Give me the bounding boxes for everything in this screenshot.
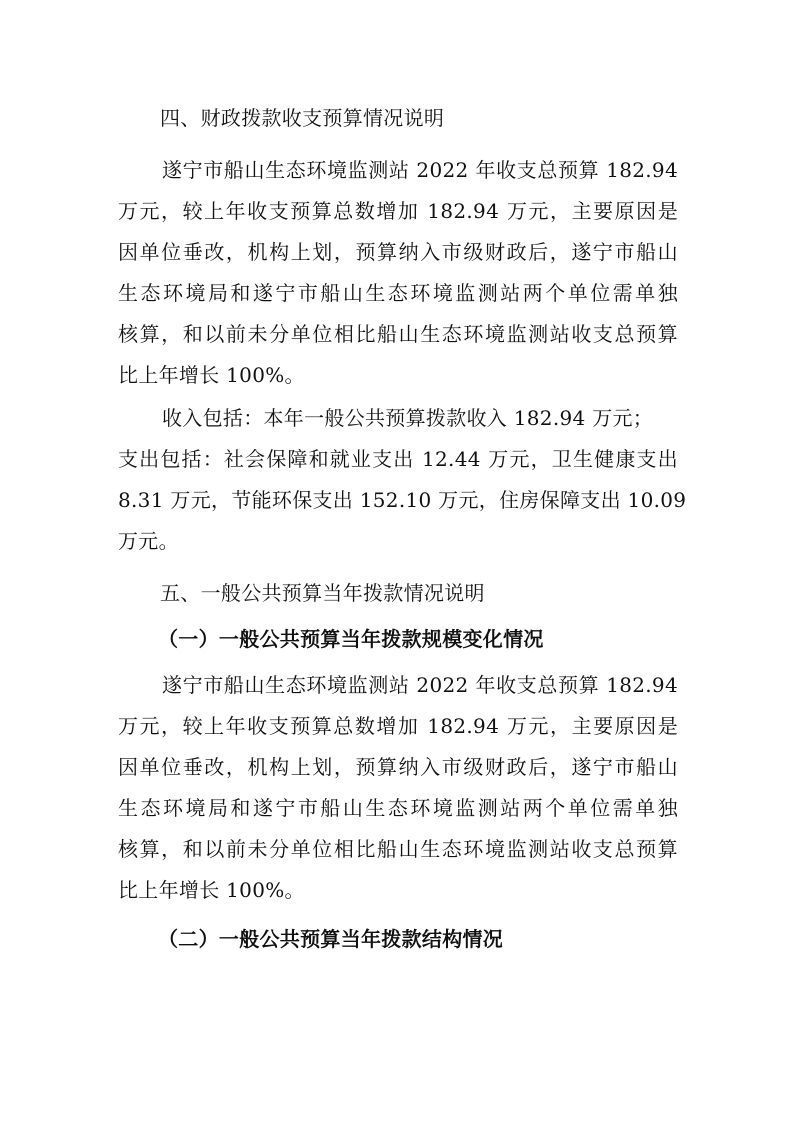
paragraph-line: 生态环境局和遂宁市船山生态环境监测站两个单位需单独 [118,281,678,305]
paragraph-line: 支出包括：社会保障和就业支出 12.44 万元，卫生健康支出 [118,447,678,471]
paragraph-line: 8.31 万元，节能环保支出 152.10 万元，住房保障支出 10.09 [118,488,687,512]
paragraph-line: 万元。 [118,529,179,553]
paragraph-line: 收入包括：本年一般公共预算拨款收入 182.94 万元； [162,406,654,430]
paragraph-line: 比上年增长 100%。 [118,878,305,902]
paragraph-line: 万元，较上年收支预算总数增加 182.94 万元，主要原因是 [118,199,678,223]
paragraph-line: 遂宁市船山生态环境监测站 2022 年收支总预算 182.94 [162,673,678,697]
paragraph-line: 遂宁市船山生态环境监测站 2022 年收支总预算 182.94 [162,158,678,182]
paragraph-line: 核算，和以前未分单位相比船山生态环境监测站收支总预算 [118,837,678,861]
paragraph-line: 比上年增长 100%。 [118,363,305,387]
paragraph-line: 因单位垂改，机构上划，预算纳入市级财政后，遂宁市船山 [118,240,678,264]
paragraph-line: 因单位垂改，机构上划，预算纳入市级财政后，遂宁市船山 [118,755,678,779]
paragraph-line: 核算，和以前未分单位相比船山生态环境监测站收支总预算 [118,322,678,346]
section-heading-4: 四、财政拨款收支预算情况说明 [160,106,445,130]
paragraph-line: 万元，较上年收支预算总数增加 182.94 万元，主要原因是 [118,714,678,738]
paragraph-line: 生态环境局和遂宁市船山生态环境监测站两个单位需单独 [118,796,678,820]
subsection-heading-2: （二）一般公共预算当年拨款结构情况 [158,927,504,951]
section-heading-5: 五、一般公共预算当年拨款情况说明 [160,581,485,605]
subsection-heading-1: （一）一般公共预算当年拨款规模变化情况 [158,627,544,651]
